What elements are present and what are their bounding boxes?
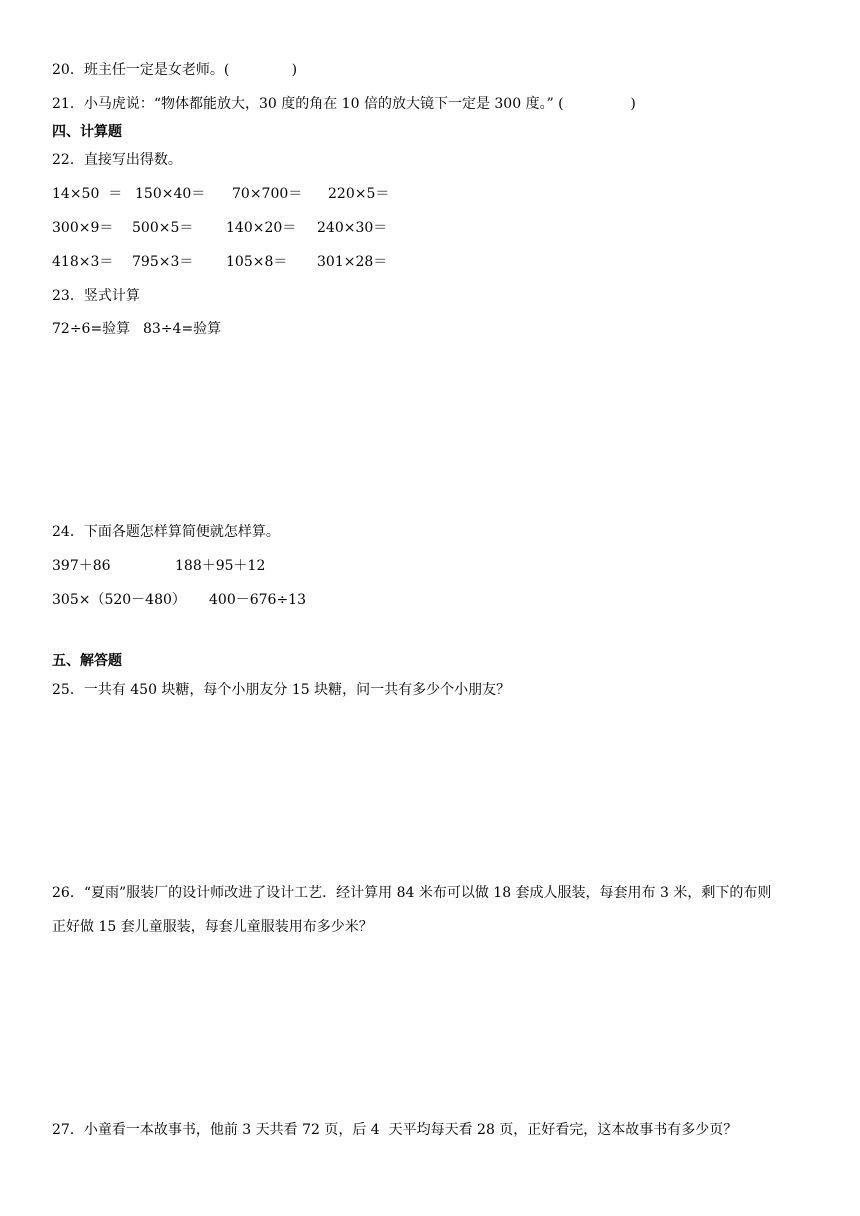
simplify-item: 188＋95＋12 (175, 558, 266, 574)
calc-item: 300×9＝ (52, 220, 114, 236)
calc-item: 418×3＝ (52, 254, 114, 270)
calc-item: 70×700＝ (232, 186, 303, 202)
calc-item: 500×5＝ (132, 220, 194, 236)
question-21: 21．小马虎说：“物体都能放大，30 度的角在 10 倍的放大镜下一定是 300 度。” ( ) (52, 96, 636, 112)
question-22: 22．直接写出得数。 (52, 152, 182, 168)
question-23: 23．竖式计算 (52, 288, 140, 304)
calc-item: 220×5＝ (328, 186, 390, 202)
question-20: 20．班主任一定是女老师。( ) (52, 62, 298, 78)
calc-item: 301×28＝ (317, 254, 388, 270)
question-25: 25．一共有 450 块糖，每个小朋友分 15 块糖，问一共有多少个小朋友？ (52, 682, 511, 698)
simplify-item: 397＋86 (52, 558, 111, 574)
question-26-line-1: 26．“夏雨”服装厂的设计师改进了设计工艺．经计算用 84 米布可以做 18 套成人服装，每套用布 3 米，剩下的布则 (52, 885, 772, 901)
vertical-calc-item: 83÷4=验算 (143, 321, 222, 337)
question-24: 24．下面各题怎样算简便就怎样算。 (52, 524, 280, 540)
calc-item: 240×30＝ (317, 220, 388, 236)
section-heading-calculation: 四、计算题 (52, 124, 122, 140)
calc-item: 14×50 ＝ (52, 186, 123, 202)
simplify-item: 400－676÷13 (209, 592, 306, 608)
simplify-item: 305×（520－480） (52, 592, 186, 608)
calc-item: 140×20＝ (226, 220, 297, 236)
calc-item: 795×3＝ (132, 254, 194, 270)
question-26-line-2: 正好做 15 套儿童服装，每套儿童服装用布多少米？ (52, 919, 373, 935)
calc-item: 105×8＝ (226, 254, 288, 270)
calc-item: 150×40＝ (135, 186, 206, 202)
section-heading-word-problems: 五、解答题 (52, 653, 122, 669)
question-27: 27．小童看一本故事书，他前 3 天共看 72 页，后 4 天平均每天看 28 页，正好看完，这本故事书有多少页？ (52, 1122, 738, 1138)
vertical-calc-item: 72÷6=验算 (52, 321, 131, 337)
